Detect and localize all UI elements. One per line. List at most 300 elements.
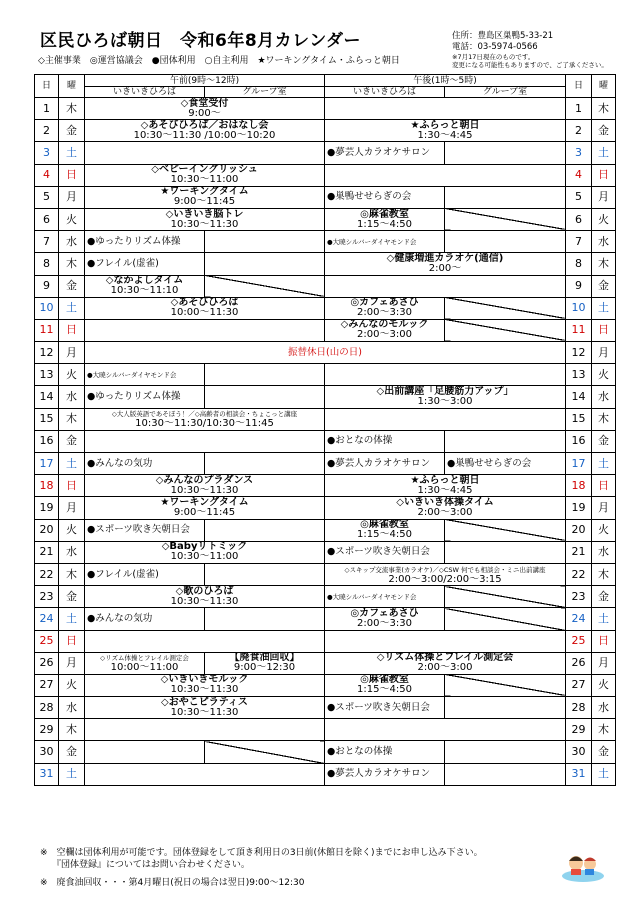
day-number: 22 <box>35 563 59 585</box>
group-use: ●巣鴨せせらぎの会 <box>447 457 532 469</box>
day-row <box>35 719 616 741</box>
weekday-right: 金 <box>592 430 616 452</box>
event-time: 1:30～4:45 <box>417 484 473 496</box>
day-number-right: 6 <box>566 208 592 230</box>
event-time: 10:30～11:00 <box>170 174 239 186</box>
day-number: 29 <box>35 719 59 741</box>
day-number-right: 1 <box>566 98 592 120</box>
schedule-cell <box>445 763 566 785</box>
weekday-right: 土 <box>592 453 616 475</box>
day-row <box>35 697 616 719</box>
schedule-cell <box>85 497 325 519</box>
day-number-right: 16 <box>566 430 592 452</box>
schedule-cell <box>85 275 205 297</box>
event-title: ◇いきいき脳トレ <box>165 208 244 220</box>
schedule-cell <box>325 208 445 230</box>
event-time: 10:00～11:00 <box>110 662 179 674</box>
weekday: 木 <box>59 98 85 120</box>
event-title: ◇あそびひろば／おはなし会 <box>140 119 269 131</box>
header-am-ikiiki: いきいきひろば <box>85 87 205 98</box>
schedule-cell <box>325 741 445 763</box>
weekday: 月 <box>59 186 85 208</box>
day-number-right: 14 <box>566 386 592 408</box>
weekday: 土 <box>59 297 85 319</box>
weekday-right: 月 <box>592 342 616 364</box>
day-number-right: 27 <box>566 674 592 696</box>
weekday: 土 <box>59 608 85 630</box>
event-time: 10:30～11:30 <box>170 484 239 496</box>
schedule-cell <box>325 763 445 785</box>
event-time: 2:00～3:00/2:00～3:15 <box>388 573 502 585</box>
schedule-cell <box>205 231 325 253</box>
group-use: ●大暁シルバーダイヤモンド会 <box>327 237 417 246</box>
weekday: 金 <box>59 275 85 297</box>
day-number-right: 3 <box>566 142 592 164</box>
day-number-right: 20 <box>566 519 592 541</box>
event-time: 2:00～ <box>428 262 462 274</box>
weekday: 日 <box>59 475 85 497</box>
weekday-right: 土 <box>592 608 616 630</box>
weekday: 水 <box>59 697 85 719</box>
schedule-cell <box>85 519 205 541</box>
event-time: 9:00～11:45 <box>173 196 236 208</box>
day-number: 1 <box>35 98 59 120</box>
weekday-right: 水 <box>592 541 616 563</box>
day-number-right: 11 <box>566 319 592 341</box>
schedule-cell <box>205 741 325 763</box>
event-time: 1:30～4:45 <box>417 129 473 141</box>
schedule-cell <box>85 408 325 430</box>
day-number: 18 <box>35 475 59 497</box>
day-row <box>35 674 616 696</box>
weekday: 水 <box>59 541 85 563</box>
schedule-cell <box>325 186 445 208</box>
schedule-cell <box>85 186 325 208</box>
day-number: 9 <box>35 275 59 297</box>
schedule-cell <box>85 541 325 563</box>
day-number-right: 26 <box>566 652 592 674</box>
group-use: ●夢芸人カラオケサロン <box>327 146 431 158</box>
event-title: ◇スキップ交流事業(カラオケ)／◇CSW 何でも相談会・ミニ出前講座 <box>344 565 546 574</box>
change-note: 変更になる可能性もありますので、ご了承ください。 <box>452 61 608 69</box>
schedule-cell <box>205 386 325 408</box>
schedule-cell <box>325 319 445 341</box>
weekday-right: 月 <box>592 497 616 519</box>
day-number: 11 <box>35 319 59 341</box>
contact-info <box>452 31 608 69</box>
schedule-cell <box>325 608 445 630</box>
event-time: 2:00～3:30 <box>357 307 412 319</box>
event-title: ★ふらっと朝日 <box>410 474 480 486</box>
day-number-right: 4 <box>566 164 592 186</box>
weekday-right: 金 <box>592 741 616 763</box>
day-number: 23 <box>35 586 59 608</box>
header-pm: 午後(1時～5時) <box>325 75 566 87</box>
event-title: ◇Babyリトミック <box>161 541 248 553</box>
group-use: ●スポーツ吹き矢朝日会 <box>327 701 430 713</box>
event-title: 【廃食油回収】 <box>229 652 300 664</box>
weekday: 火 <box>59 519 85 541</box>
schedule-cell <box>85 697 325 719</box>
day-number-right: 12 <box>566 342 592 364</box>
weekday-right: 水 <box>592 231 616 253</box>
schedule-cell <box>325 253 566 275</box>
event-time: 1:30～3:00 <box>417 396 473 408</box>
event-time: 9:00～11:45 <box>173 506 236 518</box>
weekday-right: 水 <box>592 697 616 719</box>
weekday-right: 日 <box>592 164 616 186</box>
header-day: 日 <box>35 75 59 98</box>
event-time: 1:15～4:50 <box>357 529 412 541</box>
address: 住所：豊島区巣鴨5-33-21 <box>452 31 554 41</box>
schedule-cell <box>325 652 566 674</box>
schedule-cell <box>85 763 325 785</box>
weekday-right: 火 <box>592 208 616 230</box>
schedule-cell <box>85 208 325 230</box>
day-number-right: 22 <box>566 563 592 585</box>
event-title: ★ワーキングタイム <box>160 496 249 508</box>
schedule-cell <box>205 519 325 541</box>
header-am-group: グループ室 <box>205 87 325 98</box>
day-row <box>35 453 616 475</box>
day-row <box>35 275 616 297</box>
day-number: 17 <box>35 453 59 475</box>
schedule-cell <box>325 297 445 319</box>
schedule-cell <box>445 674 566 696</box>
header-pm-ikiiki: いきいきひろば <box>325 87 445 98</box>
schedule-cell <box>205 453 325 475</box>
event-title: ◇おやこピラティス <box>161 696 248 708</box>
schedule-cell <box>325 120 566 142</box>
day-number-right: 30 <box>566 741 592 763</box>
event-time: 2:00～3:30 <box>357 617 412 629</box>
day-number-right: 10 <box>566 297 592 319</box>
schedule-cell <box>445 430 566 452</box>
day-row <box>35 386 616 408</box>
weekday: 火 <box>59 364 85 386</box>
note-vacancy: ※ 空欄は団体利用が可能です。団体登録をして頂き利用日の3日前(休館日を除く)までにお申し込み下さい。 <box>40 848 483 858</box>
schedule-cell <box>325 98 566 120</box>
event-title: ◇リズム体操とフレイル測定会 <box>376 652 514 664</box>
group-use: ●大暁シルバーダイヤモンド会 <box>87 370 177 379</box>
day-row <box>35 541 616 563</box>
mascot-illustration <box>560 848 606 884</box>
weekday-right: 火 <box>592 519 616 541</box>
weekday: 木 <box>59 408 85 430</box>
schedule-cell <box>325 408 566 430</box>
schedule-cell <box>325 386 566 408</box>
weekday-right: 月 <box>592 652 616 674</box>
header-pm-group: グループ室 <box>445 87 566 98</box>
event-time: 10:30～11:30 <box>170 684 239 696</box>
group-use: ●おとなの体操 <box>327 435 393 447</box>
schedule-cell <box>205 563 325 585</box>
day-number: 4 <box>35 164 59 186</box>
weekday: 水 <box>59 231 85 253</box>
weekday: 木 <box>59 253 85 275</box>
weekday: 月 <box>59 652 85 674</box>
schedule-cell <box>325 630 566 652</box>
day-number: 10 <box>35 297 59 319</box>
weekday: 金 <box>59 741 85 763</box>
event-time: 10:30～11:30 <box>170 218 239 230</box>
schedule-cell <box>325 275 566 297</box>
group-use: ●夢芸人カラオケサロン <box>327 457 431 469</box>
day-number-right: 7 <box>566 231 592 253</box>
event-title: ◎カフェあさひ <box>350 607 419 619</box>
schedule-cell <box>205 652 325 674</box>
schedule-cell <box>85 164 325 186</box>
schedule-cell <box>325 541 445 563</box>
day-number-right: 21 <box>566 541 592 563</box>
schedule-cell <box>85 608 205 630</box>
event-title: ◇食堂受付 <box>180 97 229 109</box>
event-title: ◎麻雀教室 <box>360 519 409 531</box>
day-number-right: 31 <box>566 763 592 785</box>
schedule-cell <box>85 674 325 696</box>
event-time: 10:30～11:00 <box>170 551 239 563</box>
schedule-cell <box>85 453 205 475</box>
header-am: 午前(9時～12時) <box>85 75 325 87</box>
day-row <box>35 652 616 674</box>
schedule-cell <box>205 253 325 275</box>
day-number: 2 <box>35 120 59 142</box>
day-number-right: 13 <box>566 364 592 386</box>
update-note: ※7月17日現在のものです。 <box>452 53 535 61</box>
schedule-cell <box>85 297 325 319</box>
day-number: 6 <box>35 208 59 230</box>
group-use: ●ゆったりリズム体操 <box>87 391 181 403</box>
schedule-cell <box>85 430 325 452</box>
group-use: ●巣鴨せせらぎの会 <box>327 191 412 203</box>
group-use: ●スポーツ吹き矢朝日会 <box>327 546 430 558</box>
weekday: 金 <box>59 430 85 452</box>
header-weekday-right: 曜 <box>592 75 616 98</box>
event-title: ◇出前講座「足腰筋力アップ」 <box>376 386 514 398</box>
day-number-right: 29 <box>566 719 592 741</box>
day-number: 12 <box>35 342 59 364</box>
schedule-cell <box>445 142 566 164</box>
event-time: 10:00～11:30 <box>170 307 239 319</box>
schedule-cell <box>445 541 566 563</box>
day-number: 25 <box>35 630 59 652</box>
event-title: ◇みんなのモルック <box>340 319 429 331</box>
schedule-cell <box>85 142 325 164</box>
schedule-cell <box>85 231 205 253</box>
day-row <box>35 608 616 630</box>
day-row <box>35 763 616 785</box>
schedule-cell <box>85 364 205 386</box>
schedule-cell <box>325 674 445 696</box>
weekday: 土 <box>59 142 85 164</box>
day-number: 31 <box>35 763 59 785</box>
day-row <box>35 630 616 652</box>
day-number-right: 23 <box>566 586 592 608</box>
note-oil-collection: ※ 廃食油回収・・・第4月曜日(祝日の場合は翌日)9:00～12:30 <box>40 878 305 888</box>
schedule-cell <box>445 586 566 608</box>
event-time: 10:30～11:30 <box>170 595 239 607</box>
day-row <box>35 142 616 164</box>
schedule-cell <box>85 630 325 652</box>
weekday-right: 金 <box>592 586 616 608</box>
day-number: 5 <box>35 186 59 208</box>
schedule-cell <box>325 586 445 608</box>
event-title: ◎麻雀教室 <box>360 674 409 686</box>
event-title: ★ふらっと朝日 <box>410 119 480 131</box>
weekday: 金 <box>59 586 85 608</box>
event-title: ◇大人版英語であそぼう！／◇高齢者の相談会・ちょこっと講座 <box>111 410 298 419</box>
schedule-cell <box>85 475 325 497</box>
weekday: 土 <box>59 763 85 785</box>
day-number: 7 <box>35 231 59 253</box>
weekday-right: 日 <box>592 475 616 497</box>
group-use: ●フレイル(虚雀) <box>87 257 159 269</box>
day-number: 14 <box>35 386 59 408</box>
schedule-cell <box>85 319 325 341</box>
event-title: ★ワーキングタイム <box>160 186 249 198</box>
schedule-cell <box>85 386 205 408</box>
schedule-cell <box>205 275 325 297</box>
schedule-cell <box>445 453 566 475</box>
weekday: 火 <box>59 674 85 696</box>
day-number-right: 2 <box>566 120 592 142</box>
group-use: ●大暁シルバーダイヤモンド会 <box>327 592 417 601</box>
event-title: ◇歌のひろば <box>175 585 234 597</box>
event-time: 9:00～12:30 <box>233 662 296 674</box>
schedule-cell <box>325 453 445 475</box>
schedule-cell <box>85 563 205 585</box>
page-title: 区民ひろば朝日 令和6年8月カレンダー <box>40 31 362 51</box>
day-number: 3 <box>35 142 59 164</box>
event-time: 10:30～11:30/10:30～11:45 <box>135 418 274 430</box>
header-day-right: 日 <box>566 75 592 98</box>
weekday-right: 土 <box>592 142 616 164</box>
day-row <box>35 364 616 386</box>
day-number-right: 25 <box>566 630 592 652</box>
day-row <box>35 497 616 519</box>
weekday: 金 <box>59 120 85 142</box>
event-time: 2:00～3:00 <box>357 329 412 341</box>
weekday: 木 <box>59 563 85 585</box>
event-title: ◇みんなのプラダンス <box>155 474 254 486</box>
day-row <box>35 430 616 452</box>
weekday-right: 火 <box>592 674 616 696</box>
event-time: 10:30～11:10 <box>110 285 179 297</box>
weekday-right: 木 <box>592 253 616 275</box>
schedule-cell <box>325 563 566 585</box>
day-row <box>35 98 616 120</box>
day-number: 8 <box>35 253 59 275</box>
day-row <box>35 186 616 208</box>
weekday-right: 金 <box>592 275 616 297</box>
event-time: 2:00～3:00 <box>417 662 473 674</box>
day-row <box>35 297 616 319</box>
schedule-cell <box>325 142 445 164</box>
weekday-right: 日 <box>592 630 616 652</box>
event-time: 10:30～11:30 <box>170 706 239 718</box>
day-number-right: 8 <box>566 253 592 275</box>
day-number: 30 <box>35 741 59 763</box>
schedule-cell <box>325 519 445 541</box>
day-row <box>35 164 616 186</box>
day-number-right: 24 <box>566 608 592 630</box>
day-number-right: 15 <box>566 408 592 430</box>
event-time: 9:00～ <box>188 107 221 119</box>
day-row <box>35 231 616 253</box>
schedule-cell <box>85 253 205 275</box>
day-row <box>35 475 616 497</box>
event-time: 1:15～4:50 <box>357 684 412 696</box>
holiday-label: 振替休日(山の日) <box>288 346 362 358</box>
weekday-right: 土 <box>592 297 616 319</box>
schedule-cell <box>325 430 445 452</box>
day-number-right: 17 <box>566 453 592 475</box>
schedule-cell <box>445 608 566 630</box>
day-number: 15 <box>35 408 59 430</box>
weekday-right: 金 <box>592 120 616 142</box>
schedule-cell <box>445 186 566 208</box>
event-time: 10:30～11:30 /10:00～10:20 <box>133 129 276 141</box>
event-title: ◇いきいきモルック <box>160 674 249 686</box>
day-number: 16 <box>35 430 59 452</box>
header-weekday: 曜 <box>59 75 85 98</box>
event-title: ◇あそびひろば <box>170 297 239 309</box>
day-number-right: 18 <box>566 475 592 497</box>
schedule-cell <box>85 586 325 608</box>
weekday-right: 木 <box>592 719 616 741</box>
schedule-cell <box>85 98 325 120</box>
weekday-right: 火 <box>592 364 616 386</box>
group-use: ●ゆったりリズム体操 <box>87 235 181 247</box>
schedule-cell <box>85 120 325 142</box>
weekday: 日 <box>59 630 85 652</box>
weekday: 月 <box>59 497 85 519</box>
weekday-right: 木 <box>592 408 616 430</box>
group-use: ●夢芸人カラオケサロン <box>327 768 431 780</box>
schedule-cell <box>445 231 566 253</box>
schedule-cell <box>325 231 445 253</box>
day-number: 13 <box>35 364 59 386</box>
group-use: ●みんなの気功 <box>87 612 153 624</box>
schedule-cell <box>85 741 205 763</box>
event-title: ◇ベビーイングリッシュ <box>151 164 258 176</box>
day-number-right: 28 <box>566 697 592 719</box>
day-number: 26 <box>35 652 59 674</box>
day-number: 28 <box>35 697 59 719</box>
schedule-cell <box>205 364 325 386</box>
calendar-table <box>34 74 616 786</box>
event-title: ◇なかよしタイム <box>105 275 184 287</box>
note-registration: 『団体登録』についてはお問い合わせください。 <box>52 860 250 870</box>
day-row <box>35 120 616 142</box>
legend: ◇主催事業 ◎運営協議会 ●団体利用 ○自主利用 ★ワーキングタイム・ふらっと朝日 <box>38 56 400 66</box>
day-row <box>35 319 616 341</box>
weekday: 木 <box>59 719 85 741</box>
schedule-cell <box>325 697 445 719</box>
day-row <box>35 253 616 275</box>
day-row <box>35 563 616 585</box>
weekday: 水 <box>59 386 85 408</box>
schedule-cell <box>445 208 566 230</box>
group-use: ●おとなの体操 <box>327 746 393 758</box>
schedule-cell <box>85 652 205 674</box>
weekday-right: 木 <box>592 563 616 585</box>
schedule-cell <box>325 497 566 519</box>
day-number: 20 <box>35 519 59 541</box>
schedule-cell <box>85 719 325 741</box>
day-number-right: 5 <box>566 186 592 208</box>
weekday-right: 土 <box>592 763 616 785</box>
